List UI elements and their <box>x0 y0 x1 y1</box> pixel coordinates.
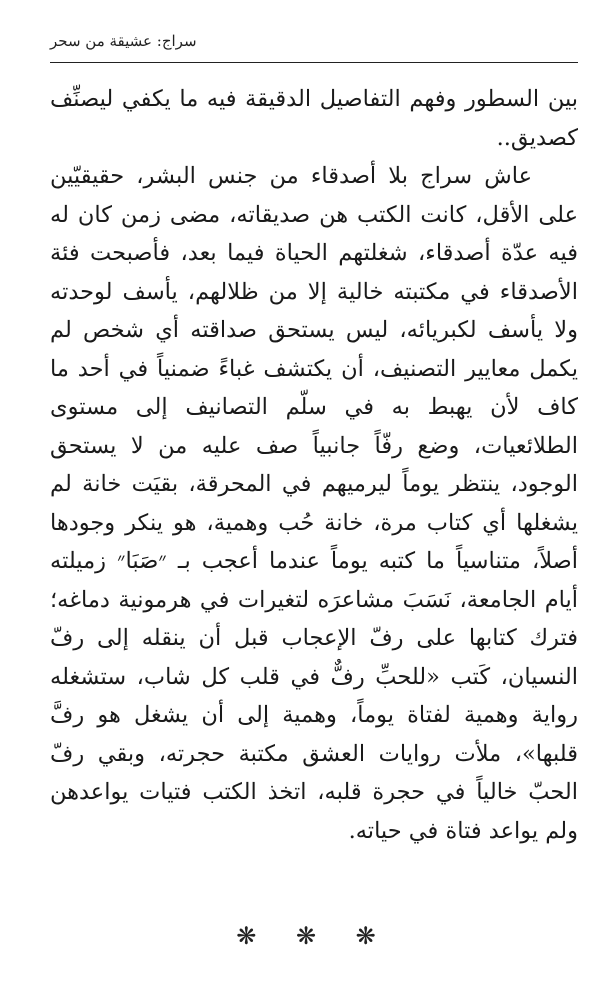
book-page <box>50 26 578 986</box>
paragraph-main: عاش سراج بلا أصدقاء من جنس البشر، حقيقيّين على الأقل، كانت الكتب هن صديقاته، مضى زمن كان له فيه عدّة أصدقاء، شغلتهم الحياة فيما بعد، فأصبحت فئة الأصدقاء في مكتبته خالية إلا من ظلالهم، يأسف لوحدته ولا يأسف لكبريائه، ليس يستحق صداقته أي شخص لم يكمل معايير التصنيف، أن يكتشف غباءً ضمنياً في أحد ما كاف لأن يهبط به في سلّم التصانيف إلى مستوى الطلائعيات، وضع رفّاً جانبياً صف عليه من لا يستحق الوجود، ينتظر يوماً ليرميهم في المحرقة، بقيَت خانة لم يشغلها أي كتاب مرة، خانة حُب وهمية، هو ينكر وجودها أصلاً، متناسياً ما كتبه يوماً عندما أعجب بـ ״صَبَا״ زميلته أيام الجامعة، نَسَبَ مشاعرَه لتغيرات في هرمونية دماغه؛ فترك كتابها على رفّ الإعجاب قبل أن ينقله إلى رفّ النسيان، كَتب «للحبِّ رفٌّ في قلب كل شاب، ستشغله رواية وهمية لفتاة يوماً، وهمية إلى أن يشغل هو رفَّ قلبها»، ملأت روايات العشق مكتبة حجرته، وبقي رفّ الحبّ خالياً في حجرة قلبه، اتخذ الكتب فتيات يواعدهن ولم يواعد فتاة في حياته. <box>50 163 578 844</box>
section-separator: ❋ ❋ ❋ <box>236 922 392 950</box>
body-text <box>50 80 578 850</box>
header-rule <box>50 62 578 63</box>
running-title: سراج: عشيقة من سحر <box>50 32 197 50</box>
paragraph-continuation: بين السطور وفهم التفاصيل الدقيقة فيه ما يكفي ليصنِّف كصديق.. <box>50 86 578 151</box>
page-header <box>50 26 578 66</box>
